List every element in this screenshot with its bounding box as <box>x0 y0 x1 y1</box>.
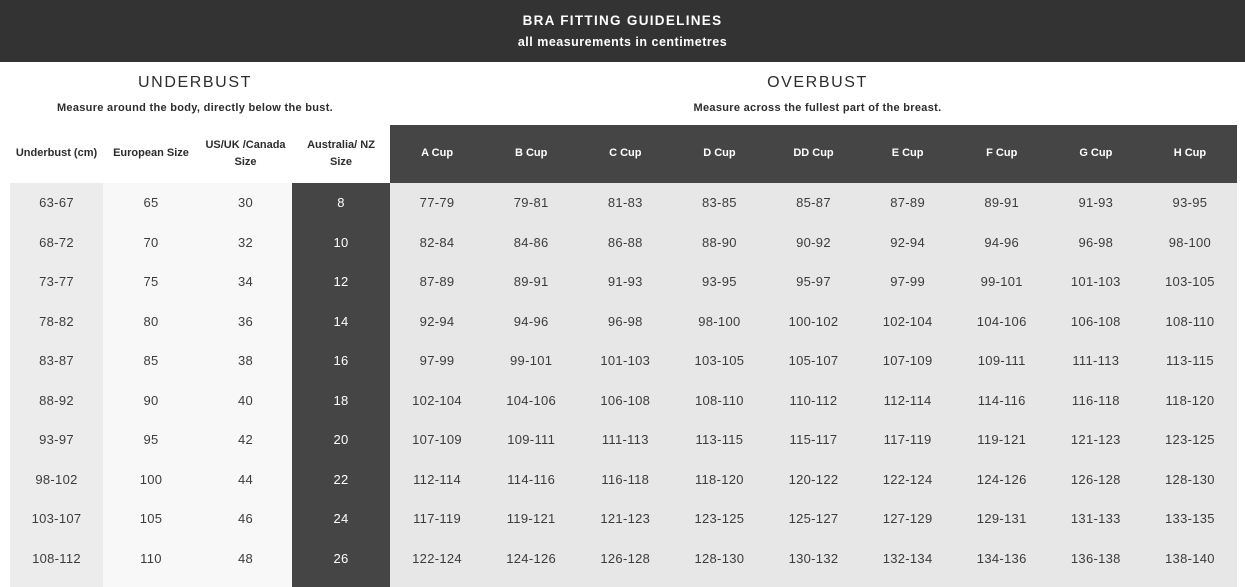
underbust-cm-cell: 63-67 <box>10 183 103 223</box>
australia-nz-size-cell: 20 <box>292 420 390 460</box>
c-cup-range-cell: 111-113 <box>578 420 672 460</box>
table-row <box>10 302 1237 342</box>
page-title: BRA FITTING GUIDELINES <box>522 13 723 28</box>
table-row <box>10 499 1237 539</box>
underbust-heading: UNDERBUST <box>138 74 252 91</box>
d-cup-range-cell: 103-105 <box>672 341 766 381</box>
e-cup-range-cell: 102-104 <box>861 302 955 342</box>
table-row <box>10 341 1237 381</box>
table-row <box>10 460 1237 500</box>
column-header-australia-nz-size: Australia/ NZ Size <box>307 138 375 168</box>
dd-cup-range-cell: 115-117 <box>766 420 860 460</box>
table-row <box>10 539 1237 579</box>
c-cup-range-cell: 116-118 <box>578 460 672 500</box>
f-cup-range-cell: 114-116 <box>955 381 1049 421</box>
footer-strip-european <box>103 578 199 587</box>
table-row <box>10 262 1237 302</box>
column-header-a-cup: A Cup <box>390 125 484 183</box>
european-size-cell: 70 <box>103 223 199 263</box>
european-size-cell: 85 <box>103 341 199 381</box>
h-cup-range-cell: 128-130 <box>1143 460 1237 500</box>
underbust-cm-cell: 78-82 <box>10 302 103 342</box>
e-cup-range-cell: 87-89 <box>861 183 955 223</box>
dd-cup-range-cell: 90-92 <box>766 223 860 263</box>
g-cup-range-cell: 96-98 <box>1049 223 1143 263</box>
australia-nz-size-cell: 24 <box>292 499 390 539</box>
dd-cup-range-cell: 95-97 <box>766 262 860 302</box>
footer-strip-cups <box>390 578 1237 587</box>
c-cup-range-cell: 126-128 <box>578 539 672 579</box>
d-cup-range-cell: 118-120 <box>672 460 766 500</box>
column-header-e-cup: E Cup <box>861 125 955 183</box>
a-cup-range-cell: 102-104 <box>390 381 484 421</box>
h-cup-range-cell: 108-110 <box>1143 302 1237 342</box>
a-cup-range-cell: 117-119 <box>390 499 484 539</box>
table-row <box>10 381 1237 421</box>
d-cup-range-cell: 93-95 <box>672 262 766 302</box>
e-cup-range-cell: 97-99 <box>861 262 955 302</box>
e-cup-range-cell: 122-124 <box>861 460 955 500</box>
footer-strip-underbust <box>10 578 103 587</box>
d-cup-range-cell: 98-100 <box>672 302 766 342</box>
european-size-cell: 95 <box>103 420 199 460</box>
footer-strip-australia <box>292 578 390 587</box>
us-uk-canada-size-cell: 38 <box>199 341 292 381</box>
european-size-cell: 65 <box>103 183 199 223</box>
underbust-cm-cell: 93-97 <box>10 420 103 460</box>
b-cup-range-cell: 79-81 <box>484 183 578 223</box>
column-header-european-size: European Size <box>113 147 189 160</box>
c-cup-range-cell: 86-88 <box>578 223 672 263</box>
australia-nz-size-cell: 16 <box>292 341 390 381</box>
table-footer-strip <box>10 578 1237 587</box>
f-cup-range-cell: 119-121 <box>955 420 1049 460</box>
us-uk-canada-size-cell: 32 <box>199 223 292 263</box>
us-uk-canada-size-cell: 34 <box>199 262 292 302</box>
dd-cup-range-cell: 120-122 <box>766 460 860 500</box>
underbust-cm-cell: 98-102 <box>10 460 103 500</box>
f-cup-range-cell: 134-136 <box>955 539 1049 579</box>
e-cup-range-cell: 107-109 <box>861 341 955 381</box>
a-cup-range-cell: 82-84 <box>390 223 484 263</box>
dd-cup-range-cell: 85-87 <box>766 183 860 223</box>
european-size-cell: 105 <box>103 499 199 539</box>
g-cup-range-cell: 111-113 <box>1049 341 1143 381</box>
h-cup-range-cell: 138-140 <box>1143 539 1237 579</box>
b-cup-range-cell: 84-86 <box>484 223 578 263</box>
d-cup-range-cell: 113-115 <box>672 420 766 460</box>
european-size-cell: 110 <box>103 539 199 579</box>
c-cup-range-cell: 106-108 <box>578 381 672 421</box>
us-uk-canada-size-cell: 42 <box>199 420 292 460</box>
table-row <box>10 420 1237 460</box>
c-cup-range-cell: 101-103 <box>578 341 672 381</box>
d-cup-range-cell: 88-90 <box>672 223 766 263</box>
column-header-b-cup: B Cup <box>484 125 578 183</box>
us-uk-canada-size-cell: 40 <box>199 381 292 421</box>
australia-nz-size-cell: 22 <box>292 460 390 500</box>
australia-nz-size-cell: 18 <box>292 381 390 421</box>
b-cup-range-cell: 119-121 <box>484 499 578 539</box>
us-uk-canada-size-cell: 30 <box>199 183 292 223</box>
european-size-cell: 90 <box>103 381 199 421</box>
c-cup-range-cell: 81-83 <box>578 183 672 223</box>
us-uk-canada-size-cell: 44 <box>199 460 292 500</box>
underbust-cm-cell: 103-107 <box>10 499 103 539</box>
table-header-row <box>10 125 1237 183</box>
australia-nz-size-cell: 14 <box>292 302 390 342</box>
c-cup-range-cell: 121-123 <box>578 499 672 539</box>
european-size-cell: 75 <box>103 262 199 302</box>
dd-cup-range-cell: 110-112 <box>766 381 860 421</box>
dd-cup-range-cell: 100-102 <box>766 302 860 342</box>
e-cup-range-cell: 92-94 <box>861 223 955 263</box>
e-cup-range-cell: 117-119 <box>861 420 955 460</box>
column-header-d-cup: D Cup <box>672 125 766 183</box>
australia-nz-size-cell: 10 <box>292 223 390 263</box>
underbust-cm-cell: 108-112 <box>10 539 103 579</box>
column-header-h-cup: H Cup <box>1143 125 1237 183</box>
g-cup-range-cell: 136-138 <box>1049 539 1143 579</box>
underbust-instruction: Measure around the body, directly below the bust. <box>56 102 334 114</box>
g-cup-range-cell: 106-108 <box>1049 302 1143 342</box>
us-uk-canada-size-cell: 36 <box>199 302 292 342</box>
us-uk-canada-size-cell: 46 <box>199 499 292 539</box>
european-size-cell: 100 <box>103 460 199 500</box>
h-cup-range-cell: 93-95 <box>1143 183 1237 223</box>
overbust-instruction: Measure across the fullest part of the breast. <box>693 102 942 114</box>
european-size-cell: 80 <box>103 302 199 342</box>
h-cup-range-cell: 123-125 <box>1143 420 1237 460</box>
a-cup-range-cell: 112-114 <box>390 460 484 500</box>
underbust-cm-cell: 83-87 <box>10 341 103 381</box>
a-cup-range-cell: 97-99 <box>390 341 484 381</box>
table-body <box>10 183 1237 578</box>
g-cup-range-cell: 116-118 <box>1049 381 1143 421</box>
australia-nz-size-cell: 12 <box>292 262 390 302</box>
g-cup-range-cell: 101-103 <box>1049 262 1143 302</box>
page-subtitle: all measurements in centimetres <box>517 35 728 49</box>
australia-nz-size-cell: 26 <box>292 539 390 579</box>
b-cup-range-cell: 94-96 <box>484 302 578 342</box>
f-cup-range-cell: 89-91 <box>955 183 1049 223</box>
dd-cup-range-cell: 130-132 <box>766 539 860 579</box>
e-cup-range-cell: 112-114 <box>861 381 955 421</box>
c-cup-range-cell: 96-98 <box>578 302 672 342</box>
a-cup-range-cell: 122-124 <box>390 539 484 579</box>
column-header-g-cup: G Cup <box>1049 125 1143 183</box>
a-cup-range-cell: 107-109 <box>390 420 484 460</box>
h-cup-range-cell: 113-115 <box>1143 341 1237 381</box>
dd-cup-range-cell: 105-107 <box>766 341 860 381</box>
us-uk-canada-size-cell: 48 <box>199 539 292 579</box>
a-cup-range-cell: 87-89 <box>390 262 484 302</box>
underbust-cm-cell: 88-92 <box>10 381 103 421</box>
underbust-section <box>0 74 390 125</box>
f-cup-range-cell: 109-111 <box>955 341 1049 381</box>
f-cup-range-cell: 124-126 <box>955 460 1049 500</box>
f-cup-range-cell: 94-96 <box>955 223 1049 263</box>
b-cup-range-cell: 109-111 <box>484 420 578 460</box>
underbust-cm-cell: 73-77 <box>10 262 103 302</box>
f-cup-range-cell: 104-106 <box>955 302 1049 342</box>
g-cup-range-cell: 131-133 <box>1049 499 1143 539</box>
e-cup-range-cell: 127-129 <box>861 499 955 539</box>
h-cup-range-cell: 118-120 <box>1143 381 1237 421</box>
g-cup-range-cell: 121-123 <box>1049 420 1143 460</box>
b-cup-range-cell: 124-126 <box>484 539 578 579</box>
c-cup-range-cell: 91-93 <box>578 262 672 302</box>
b-cup-range-cell: 89-91 <box>484 262 578 302</box>
overbust-section <box>390 74 1245 125</box>
g-cup-range-cell: 91-93 <box>1049 183 1143 223</box>
column-header-f-cup: F Cup <box>955 125 1049 183</box>
column-header-underbust-cm: Underbust (cm) <box>15 147 98 160</box>
d-cup-range-cell: 123-125 <box>672 499 766 539</box>
b-cup-range-cell: 99-101 <box>484 341 578 381</box>
title-bar <box>0 0 1245 62</box>
h-cup-range-cell: 98-100 <box>1143 223 1237 263</box>
f-cup-range-cell: 129-131 <box>955 499 1049 539</box>
table-row <box>10 183 1237 223</box>
footer-strip-us-uk <box>199 578 292 587</box>
overbust-heading: OVERBUST <box>767 74 868 91</box>
dd-cup-range-cell: 125-127 <box>766 499 860 539</box>
g-cup-range-cell: 126-128 <box>1049 460 1143 500</box>
b-cup-range-cell: 104-106 <box>484 381 578 421</box>
column-header-us-uk-canada-size: US/UK /Canada Size <box>205 138 286 168</box>
column-header-c-cup: C Cup <box>578 125 672 183</box>
d-cup-range-cell: 83-85 <box>672 183 766 223</box>
h-cup-range-cell: 133-135 <box>1143 499 1237 539</box>
a-cup-range-cell: 92-94 <box>390 302 484 342</box>
table-row <box>10 223 1237 263</box>
f-cup-range-cell: 99-101 <box>955 262 1049 302</box>
underbust-cm-cell: 68-72 <box>10 223 103 263</box>
b-cup-range-cell: 114-116 <box>484 460 578 500</box>
column-header-dd-cup: DD Cup <box>766 125 860 183</box>
h-cup-range-cell: 103-105 <box>1143 262 1237 302</box>
section-headings <box>0 62 1245 125</box>
a-cup-range-cell: 77-79 <box>390 183 484 223</box>
e-cup-range-cell: 132-134 <box>861 539 955 579</box>
d-cup-range-cell: 128-130 <box>672 539 766 579</box>
size-chart-table <box>10 125 1237 587</box>
australia-nz-size-cell: 8 <box>292 183 390 223</box>
d-cup-range-cell: 108-110 <box>672 381 766 421</box>
